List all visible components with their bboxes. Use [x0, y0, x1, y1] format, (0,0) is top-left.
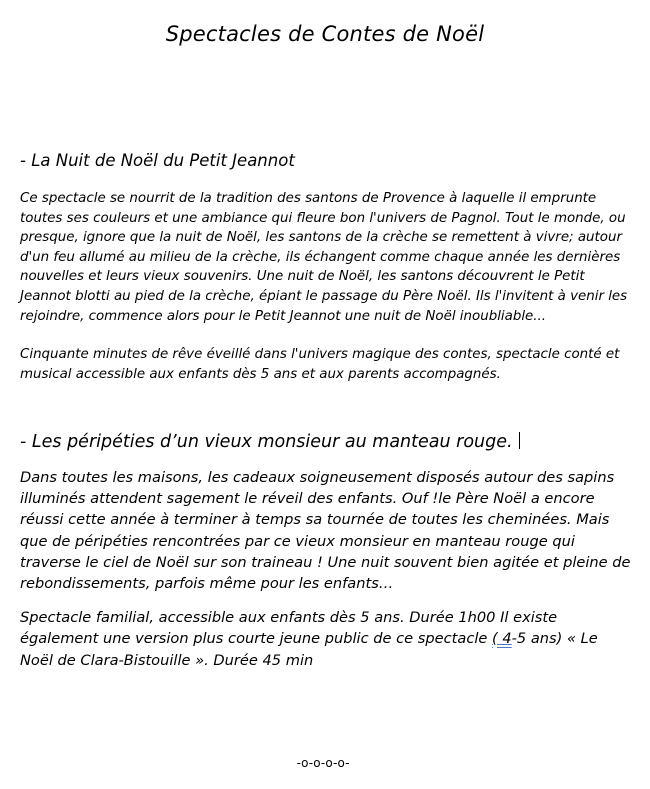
section-vieux-monsieur	[20, 431, 632, 671]
paragraph-text: Spectacle familial, accessible aux enfants dès 5 ans. Durée 1h00 Il existe également une version plus courte jeune public de ce spectacle	[20, 609, 558, 648]
section-petit-jeannot	[20, 151, 632, 384]
section-paragraph: Dans toutes les maisons, les cadeaux soigneusement disposés autour des sapins illuminés attendent sagement le réveil des enfants. Ouf !le Père Noël a encore réussi cette année à terminer à temps sa tournée de toutes les cheminées. Mais que de péripéties rencontrées par ce vieux monsieur en manteau rouge qui traverse le ciel de Noël sur son traineau ! Une nuit souvent bien agitée et pleine de rebondissements, parfois même pour les enfants…	[20, 469, 631, 593]
section-heading: - Les péripéties d’un vieux monsieur au manteau rouge.	[20, 432, 513, 452]
section-paragraph: Cinquante minutes de rêve éveillé dans l'univers magique des contes, spectacle conté et musical accessible aux enfants dès 5 ans et aux parents accompagnés.	[20, 347, 620, 382]
section-paragraph: Ce spectacle se nourrit de la tradition des santons de Provence à laquelle il emprunte toutes ses couleurs et une ambiance qui fleure bon l'univers de Pagnol. Tout le monde, ou presque, ignore que la nuit de Noël, les santons de la crèche se remettent à vivre; autour d'un feu allumé au milieu de la crèche, ils échangent comme chaque année les dernières nouvelles et leurs vieux souvenirs. Une nuit de Noël, les santons découvrent le Petit Jeannot blotti au pied de la crèche, épiant le passage du Père Noël. Ils l'invitent à venir les rejoindre, commence alors pour le Petit Jeannot une nuit de Noël inoubliable...	[20, 191, 628, 324]
text-cursor	[519, 432, 520, 449]
footer-separator: -o-o-o-o-	[296, 756, 350, 770]
section-heading-line[interactable]	[20, 431, 632, 453]
grammar-marked-text[interactable]: ( 4	[492, 630, 512, 648]
page-title: Spectacles de Contes de Noël	[165, 22, 485, 46]
section-paragraph	[20, 607, 632, 671]
paragraph-text: -5 ans) « Le Noël de Clara-Bistouille ». Durée 45 min	[20, 630, 598, 669]
section-heading: - La Nuit de Noël du Petit Jeannot	[20, 151, 295, 170]
